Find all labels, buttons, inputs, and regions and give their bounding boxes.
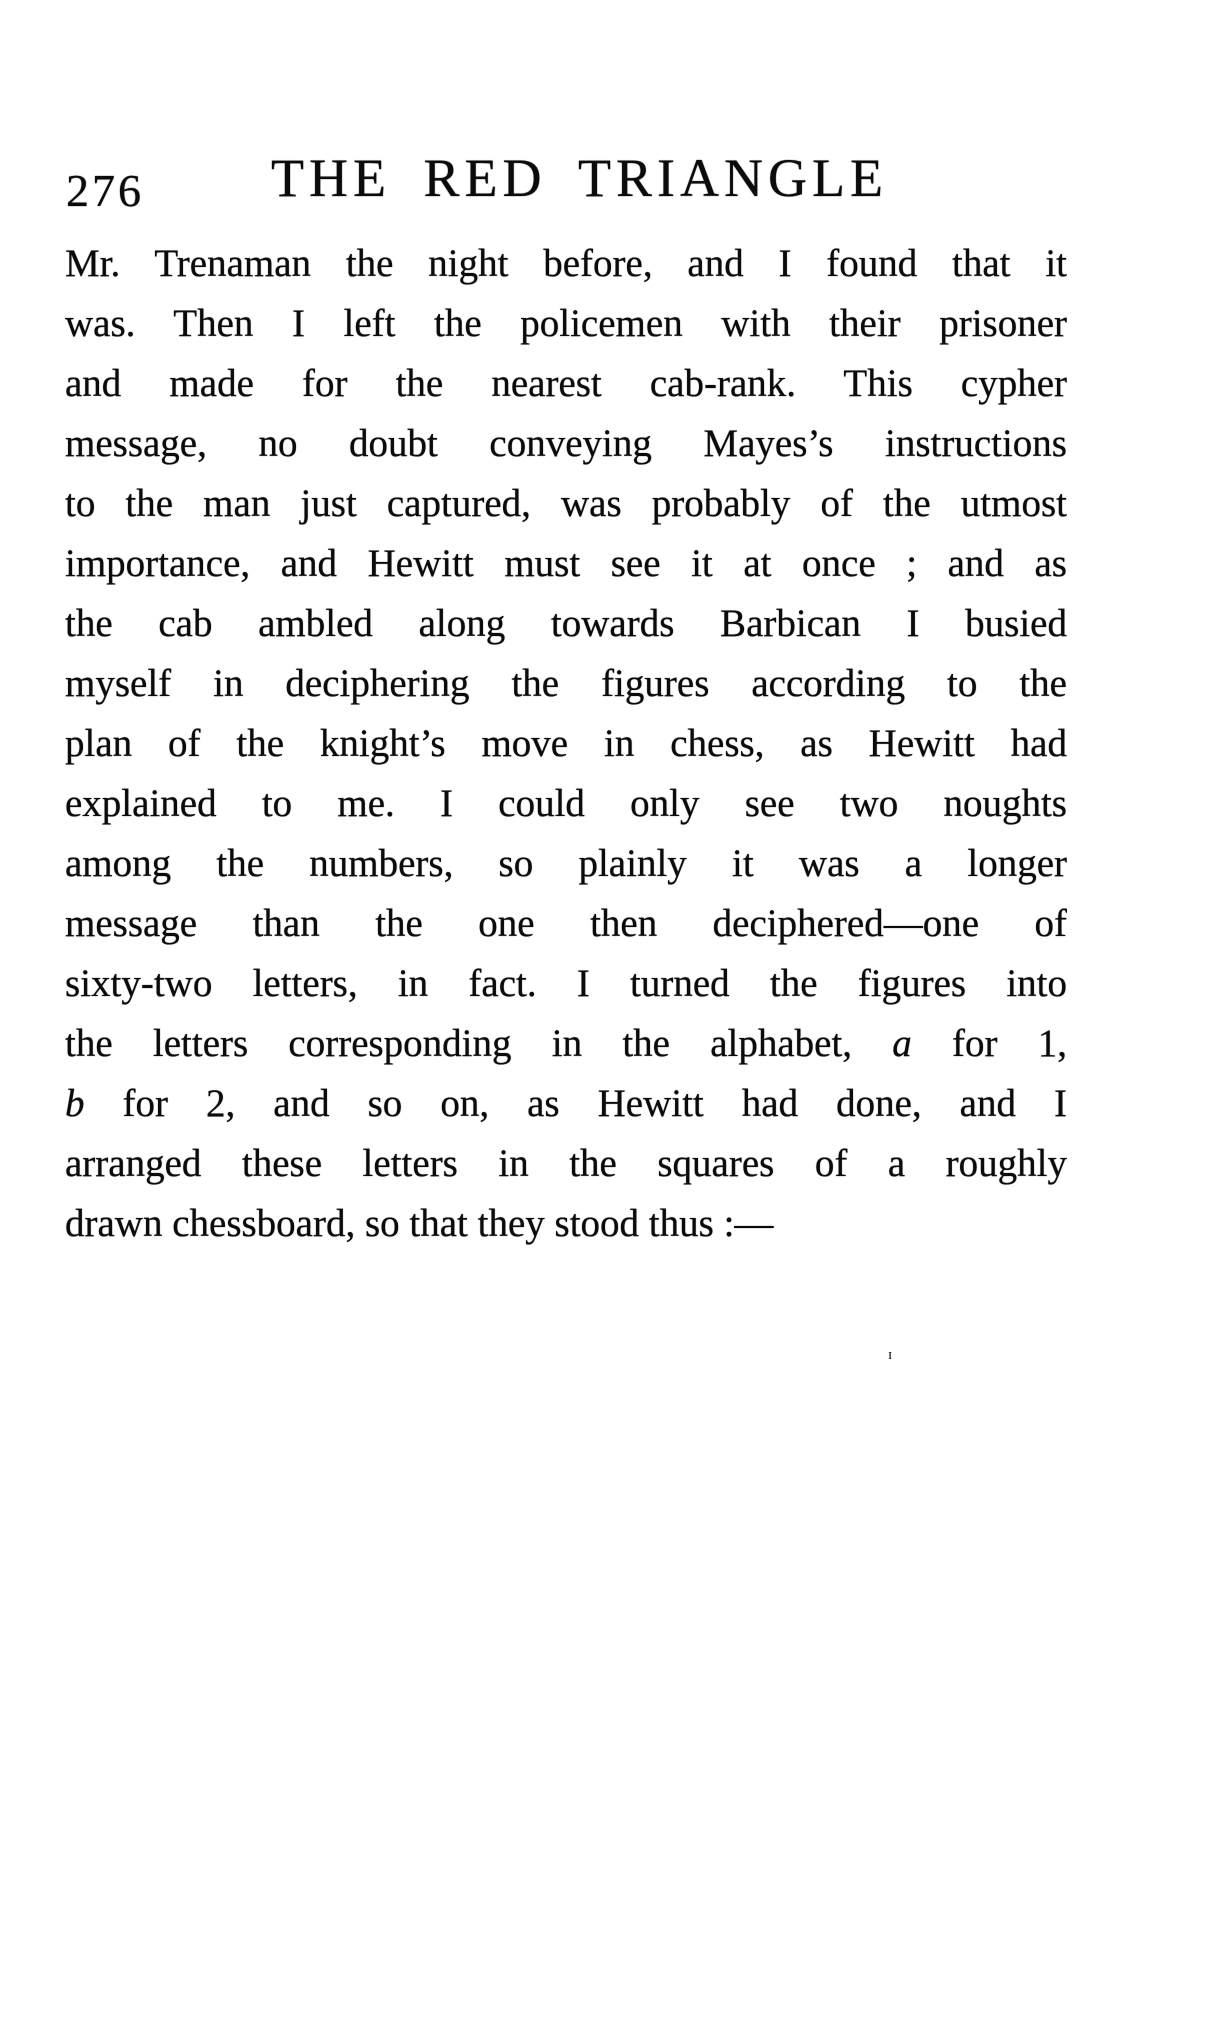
text-segment: the cab ambled along towards Barbican I busied (65, 602, 1067, 645)
text-segment: Mr. Trenaman the night before, and I found that it (65, 242, 1067, 285)
text-line (65, 1134, 1067, 1194)
italic-text-segment: a (892, 1022, 912, 1065)
text-segment: drawn chessboard, so that they stood thus :— (65, 1202, 774, 1245)
text-segment: for 1, (911, 1022, 1067, 1065)
text-line (65, 354, 1067, 414)
running-title: THE RED TRIANGLE (271, 148, 888, 208)
text-segment: message than the one then deciphered—one of (65, 902, 1067, 945)
text-line (65, 294, 1067, 354)
text-segment: and made for the nearest cab-rank. This cypher (65, 362, 1067, 405)
text-segment: was. Then I left the policemen with their prisoner (65, 302, 1067, 345)
italic-text-segment: b (65, 1082, 85, 1125)
text-segment: myself in deciphering the figures according to the (65, 662, 1067, 705)
text-line (65, 594, 1067, 654)
text-line (65, 654, 1067, 714)
text-segment: message, no doubt conveying Mayes’s instructions (65, 422, 1067, 465)
text-line (65, 714, 1067, 774)
ink-speck-artifact: ɪ (888, 1347, 893, 1363)
text-segment: sixty-two letters, in fact. I turned the figures into (65, 962, 1067, 1005)
text-segment: for 2, and so on, as Hewitt had done, and I (84, 1082, 1067, 1125)
text-segment: to the man just captured, was probably of the utmost (65, 482, 1067, 525)
text-line (65, 1074, 1067, 1134)
page-number: 276 (66, 165, 144, 216)
text-line (65, 234, 1067, 294)
text-line (65, 834, 1067, 894)
text-line (65, 774, 1067, 834)
text-segment: explained to me. I could only see two noughts (65, 782, 1067, 825)
text-segment: arranged these letters in the squares of a roughly (65, 1142, 1067, 1185)
text-line (65, 474, 1067, 534)
text-segment: among the numbers, so plainly it was a longer (65, 842, 1067, 885)
text-line (65, 1194, 1067, 1254)
paragraph (65, 234, 1067, 1254)
text-segment: importance, and Hewitt must see it at once ; and as (65, 542, 1067, 585)
text-line (65, 1014, 1067, 1074)
text-segment: the letters corresponding in the alphabet, (65, 1022, 893, 1065)
text-line (65, 414, 1067, 474)
text-line (65, 894, 1067, 954)
text-line (65, 534, 1067, 594)
text-line (65, 954, 1067, 1014)
text-segment: plan of the knight’s move in chess, as Hewitt had (65, 722, 1067, 765)
